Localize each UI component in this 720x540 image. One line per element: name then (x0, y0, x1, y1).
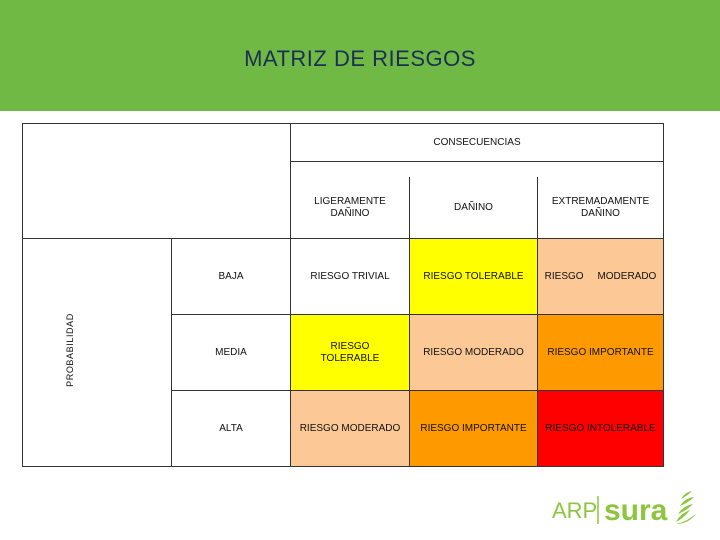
sura-leaf-icon (676, 491, 696, 524)
column-header-ligeramente-danino: LIGERAMENTE DAÑINO (314, 196, 386, 219)
risk-cell: RIESGO IMPORTANTE (538, 315, 663, 390)
page-title: MATRIZ DE RIESGOS (244, 46, 476, 71)
logo-sura-text: sura (604, 494, 668, 527)
risk-cell: RIESGO IMPORTANTE (410, 391, 537, 466)
risk-cell: RIESGO MODERADO (291, 391, 409, 466)
row-label-baja: BAJA (218, 270, 244, 282)
risk-cell: RIESGO MODERADO (538, 239, 663, 314)
column-header-extremadamente-danino: EXTREMADAMENTE DAÑINO (551, 196, 650, 219)
risk-cell: RIESGO INTOLERABLE (538, 391, 663, 466)
row-label-media: MEDIA (215, 346, 247, 358)
consequences-header: CONSECUENCIAS (433, 136, 521, 148)
risk-matrix (22, 123, 664, 467)
column-header-danino: DAÑINO (454, 202, 493, 213)
risk-cell: RIESGO TOLERABLE (291, 315, 409, 390)
row-label-alta: ALTA (219, 422, 243, 434)
risk-cell: RIESGO MODERADO (410, 315, 537, 390)
grid-line (290, 161, 663, 162)
arp-sura-logo (552, 484, 702, 530)
logo-arp-text: ARP (552, 498, 598, 523)
risk-cell: RIESGO TOLERABLE (410, 239, 537, 314)
probability-header: PROBABILIDAD (65, 313, 75, 387)
risk-cell: RIESGO TRIVIAL (291, 239, 409, 314)
